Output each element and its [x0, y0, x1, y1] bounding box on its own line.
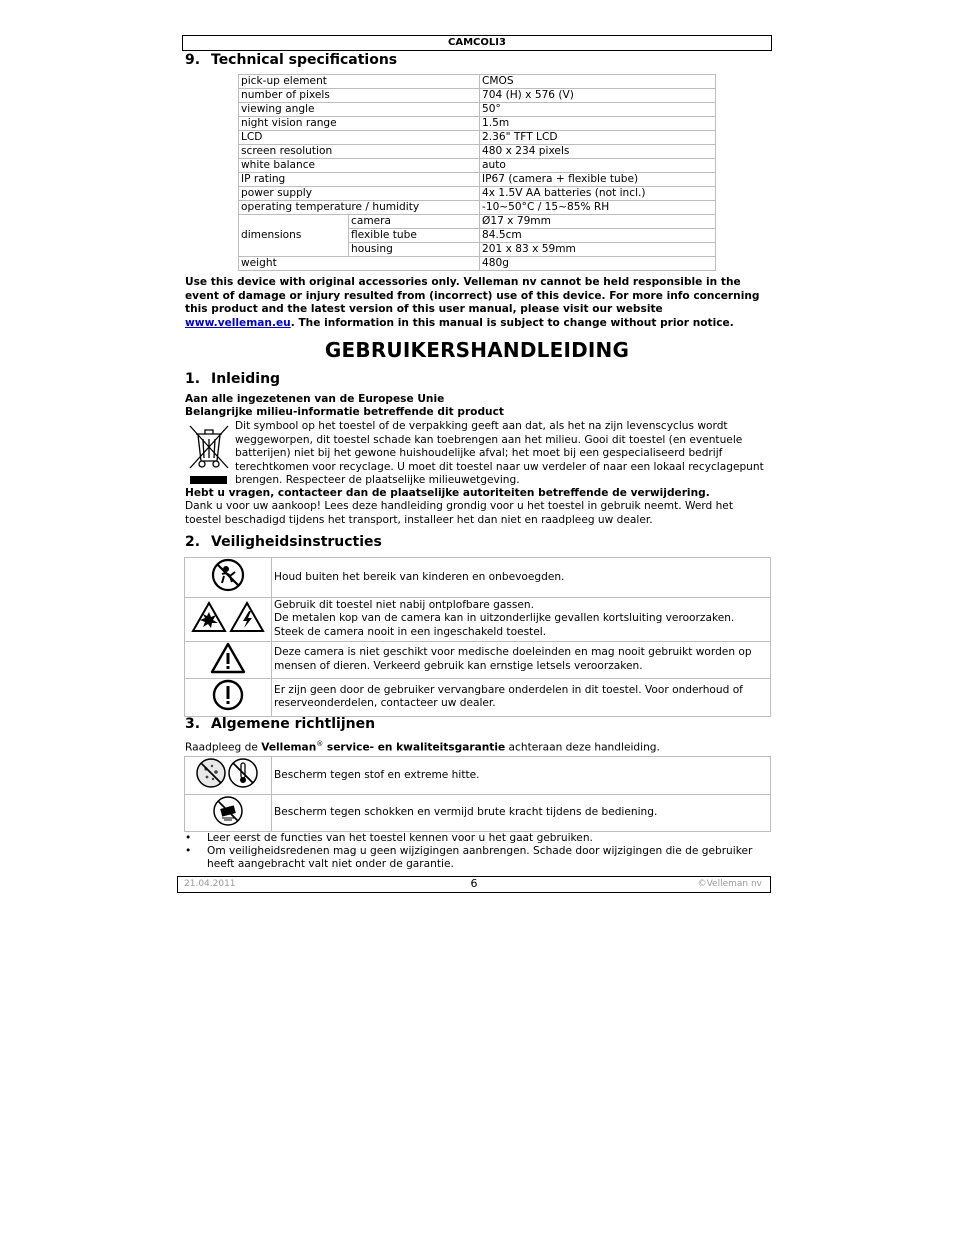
section-number: 1. — [185, 371, 201, 387]
spec-label: dimensions — [239, 215, 349, 257]
manual-title: GEBRUIKERSHANDLEIDING — [324, 338, 630, 362]
safety-line: Deze camera is niet geschikt voor medische doeleinden en mag nooit gebruikt worden op mensen of dieren. Verkeerd gebruik kan ernstige letsels veroorzaken. — [274, 646, 752, 672]
spec-label: number of pixels — [239, 89, 480, 103]
explosion-and-electric-warning-icon — [185, 597, 272, 641]
safety-line: Er zijn geen door de gebruiker vervangbare onderdelen in dit toestel. Voor onderhoud of reserveonderdelen, contacteer uw dealer. — [274, 683, 743, 710]
spec-value: 4x 1.5V AA batteries (not incl.) — [480, 187, 716, 201]
spec-label: weight — [239, 257, 480, 271]
keep-away-from-children-icon — [185, 558, 272, 598]
model-name: CAMCOLI3 — [448, 37, 506, 48]
spec-sublabel: housing — [349, 243, 480, 257]
spec-row — [239, 257, 716, 271]
guidelines-intro — [185, 738, 660, 755]
safety-line: Houd buiten het bereik van kinderen en onbevoegden. — [274, 570, 565, 583]
safety-row — [185, 558, 771, 598]
spec-label: viewing angle — [239, 103, 480, 117]
notice-text-end: . The information in this manual is subject to change without prior notice. — [290, 316, 734, 329]
spec-value: 1.5m — [480, 117, 716, 131]
section-heading-specs — [185, 52, 397, 68]
spec-value: 84.5cm — [480, 229, 716, 243]
spec-row — [239, 215, 716, 229]
safety-row — [185, 597, 771, 641]
safety-line: Gebruik dit toestel niet nabij ontplofbare gassen. — [274, 598, 534, 611]
safety-line: Steek de camera nooit in een ingeschakeld toestel. — [274, 625, 547, 638]
safety-row — [185, 641, 771, 679]
safety-line: De metalen kop van de camera kan in uitzonderlijke gevallen kortsluiting veroorzaken. — [274, 612, 735, 625]
spec-value: 704 (H) x 576 (V) — [480, 89, 716, 103]
spec-value: 50° — [480, 103, 716, 117]
service-guarantee: service- en kwaliteitsgarantie — [323, 741, 506, 754]
weee-text: Dit symbool op het toestel of de verpakking geeft aan dat, als het na zijn levenscyclus wordt weggeworpen, dit toestel schade kan toebrengen aan het milieu. Gooi dit toestel (en eventuele batterijen) niet bij het gewone huishoudelijke afval; het moet bij een gespecialiseerd bedrijf terechtkomen voor recyclage. U moet dit toestel naar uw verdeler of naar een lokaal recyclagepunt brengen. Respecteer de plaatselijke milieuwetgeving. — [235, 420, 764, 486]
intro-text: Raadpleeg de — [185, 741, 262, 754]
guideline-text: Bescherm tegen schokken en vermijd brute kracht tijdens de bediening. — [272, 794, 771, 832]
section-title: Veiligheidsinstructies — [211, 534, 382, 550]
spec-value: 201 x 83 x 59mm — [480, 243, 716, 257]
list-item — [185, 832, 765, 845]
list-item-text: Leer eerst de functies van het toestel kennen voor u het gaat gebruiken. — [207, 832, 593, 844]
registered-mark: ® — [316, 740, 324, 748]
safety-text — [272, 679, 771, 717]
website-link[interactable]: www.velleman.eu — [185, 316, 291, 329]
spec-table — [238, 74, 716, 271]
notice-paragraph — [185, 276, 765, 330]
thanks-paragraph: Dank u voor uw aankoop! Lees deze handleiding grondig voor u het toestel in gebruik neemt. Werd het toestel beschadigd tijdens het transport, installeer het dan niet en raadpleeg uw dealer. — [185, 500, 733, 526]
notice-text: Use this device with original accessories only. Velleman nv cannot be held responsible in the event of damage or injury resulted from (incorrect) use of this device. For more info concerning this product and the latest version of this user manual, please visit our website — [185, 276, 760, 315]
spec-value: 480g — [480, 257, 716, 271]
spec-row — [239, 159, 716, 173]
spec-row — [239, 117, 716, 131]
footer-copyright: ©Velleman nv — [697, 879, 762, 889]
footer-date: 21.04.2011 — [184, 879, 236, 889]
spec-row — [239, 131, 716, 145]
page-footer — [177, 876, 771, 893]
section-title: Technical specifications — [211, 52, 398, 68]
safety-text — [272, 558, 771, 598]
spec-row — [239, 187, 716, 201]
bullet-marker: • — [185, 845, 192, 857]
eu-residents-line: Aan alle ingezetenen van de Europese Unie — [185, 393, 445, 405]
weee-bin-icon — [187, 421, 231, 485]
spec-label: LCD — [239, 131, 480, 145]
page-number: 6 — [470, 877, 478, 890]
spec-label: pick-up element — [239, 75, 480, 89]
warning-triangle-icon — [185, 641, 272, 679]
spec-row — [239, 201, 716, 215]
exclamation-circle-icon — [185, 679, 272, 717]
spec-value: auto — [480, 159, 716, 173]
brand-name: Velleman — [261, 741, 317, 754]
guideline-row — [185, 757, 771, 795]
guidelines-table — [184, 756, 771, 832]
intro-text-end: achteraan deze handleiding. — [505, 741, 660, 754]
spec-label: operating temperature / humidity — [239, 201, 480, 215]
spec-label: IP rating — [239, 173, 480, 187]
spec-value: 2.36" TFT LCD — [480, 131, 716, 145]
section-title: Algemene richtlijnen — [211, 716, 376, 732]
spec-sublabel: camera — [349, 215, 480, 229]
spec-label: white balance — [239, 159, 480, 173]
spec-row — [239, 89, 716, 103]
spec-row — [239, 75, 716, 89]
spec-row — [239, 173, 716, 187]
section-title: Inleiding — [211, 371, 281, 387]
safety-text — [272, 597, 771, 641]
safety-table — [184, 557, 771, 717]
list-item — [185, 845, 765, 871]
section-heading-safety — [185, 534, 382, 550]
spec-row — [239, 145, 716, 159]
list-item-text: Om veiligheidsredenen mag u geen wijzigingen aanbrengen. Schade door wijzigingen die de gebruiker heeft aangebracht valt niet onder de garantie. — [207, 845, 753, 870]
spec-label: screen resolution — [239, 145, 480, 159]
spec-label: power supply — [239, 187, 480, 201]
spec-value: CMOS — [480, 75, 716, 89]
bullet-list — [185, 832, 765, 871]
guideline-row — [185, 794, 771, 832]
document-header — [182, 35, 772, 51]
safety-row — [185, 679, 771, 717]
section-heading-intro — [185, 371, 280, 387]
spec-label: night vision range — [239, 117, 480, 131]
no-shock-icon — [185, 794, 272, 832]
guideline-text: Bescherm tegen stof en extreme hitte. — [272, 757, 771, 795]
section-number: 2. — [185, 534, 201, 550]
safety-text — [272, 641, 771, 679]
section-heading-guidelines — [185, 716, 375, 732]
dust-and-heat-icon — [185, 757, 272, 795]
spec-value: IP67 (camera + flexible tube) — [480, 173, 716, 187]
bullet-marker: • — [185, 832, 192, 844]
section-number: 3. — [185, 716, 201, 732]
spec-row — [239, 103, 716, 117]
spec-value: -10~50°C / 15~85% RH — [480, 201, 716, 215]
section-number: 9. — [185, 52, 201, 68]
spec-value: 480 x 234 pixels — [480, 145, 716, 159]
environment-info-line: Belangrijke milieu-informatie betreffende dit product — [185, 406, 504, 418]
spec-value: Ø17 x 79mm — [480, 215, 716, 229]
disposal-contact-line: Hebt u vragen, contacteer dan de plaatselijke autoriteiten betreffende de verwijdering. — [185, 487, 710, 499]
spec-sublabel: flexible tube — [349, 229, 480, 243]
